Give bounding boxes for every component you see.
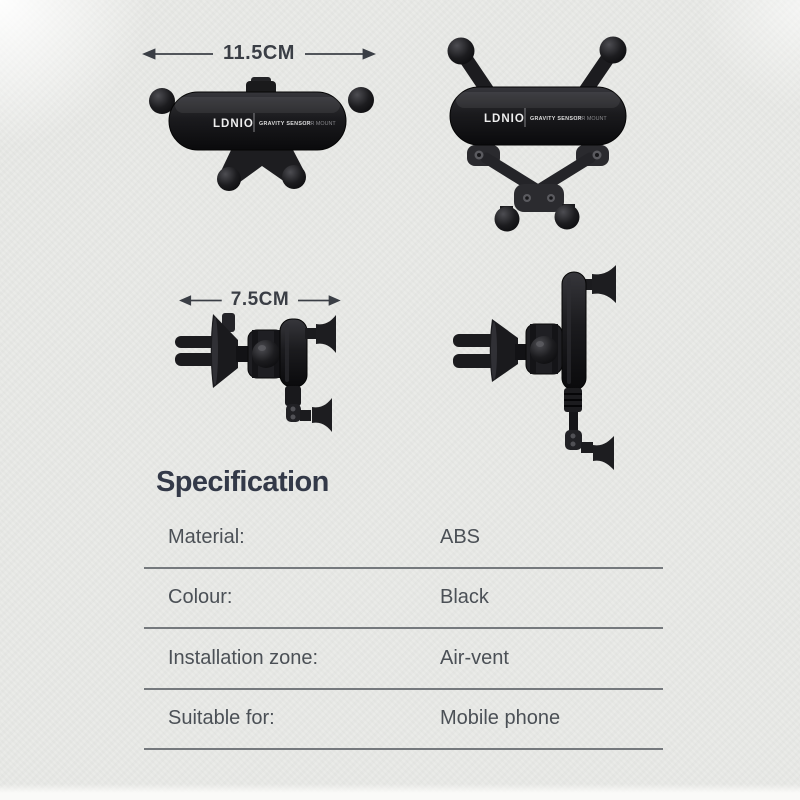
spec-value: ABS bbox=[440, 525, 481, 548]
grip-knob-right bbox=[348, 87, 374, 113]
mount-body-side bbox=[280, 319, 307, 387]
lower-link bbox=[565, 430, 582, 450]
specification-title: Specification bbox=[156, 466, 329, 498]
spec-label: Material: bbox=[168, 525, 245, 548]
specification-table bbox=[144, 508, 663, 750]
spec-value: Air-vent bbox=[440, 646, 509, 669]
product-side-folded-image bbox=[170, 308, 345, 433]
grip-foot-bottom bbox=[593, 436, 614, 470]
product-side-extended-image bbox=[448, 262, 628, 472]
extension-rod bbox=[569, 412, 578, 432]
foot-knob-left bbox=[495, 207, 520, 232]
brand-logo: LDNIO bbox=[484, 113, 525, 125]
ball-joint bbox=[530, 336, 558, 364]
table-row bbox=[144, 508, 663, 569]
foot-knob-left bbox=[217, 167, 241, 191]
arrow-left-icon bbox=[142, 47, 213, 61]
spec-label: Colour: bbox=[168, 586, 233, 609]
product-front-extended-image bbox=[428, 26, 653, 236]
width-dimension-annotation bbox=[142, 42, 376, 65]
width-dimension-label: 11.5CM bbox=[223, 42, 295, 64]
foot-knob-right bbox=[555, 205, 580, 230]
grip-foot-top bbox=[316, 315, 336, 353]
spec-value: Mobile phone bbox=[440, 707, 561, 730]
table-row bbox=[144, 629, 663, 690]
spec-value: Black bbox=[440, 586, 489, 609]
series-label: GRAVITY SENSOR bbox=[530, 116, 582, 122]
grip-foot-bottom bbox=[312, 398, 332, 432]
center-plate bbox=[514, 184, 564, 212]
series-suffix-label: CAR MOUNT bbox=[303, 121, 336, 127]
grip-foot-top bbox=[592, 265, 616, 303]
depth-dimension-label: 7.5CM bbox=[230, 289, 290, 310]
arrow-left-icon bbox=[178, 294, 223, 307]
brand-logo: LDNIO bbox=[213, 118, 254, 130]
ball-joint bbox=[252, 340, 280, 368]
arrow-right-icon bbox=[305, 47, 376, 61]
grip-knob-right bbox=[600, 37, 627, 64]
table-row bbox=[144, 569, 663, 630]
grip-knob-left bbox=[448, 38, 475, 65]
foot-knob-right bbox=[282, 165, 306, 189]
series-label: GRAVITY SENSOR bbox=[259, 121, 311, 127]
mount-body-side bbox=[562, 272, 586, 390]
lower-stem bbox=[285, 386, 301, 406]
product-front-folded-image bbox=[142, 76, 382, 206]
arrow-right-icon bbox=[297, 294, 342, 307]
series-suffix-label: CAR MOUNT bbox=[574, 116, 607, 122]
spec-label: Suitable for: bbox=[168, 707, 275, 730]
spec-label: Installation zone: bbox=[168, 646, 319, 669]
table-row bbox=[144, 690, 663, 751]
